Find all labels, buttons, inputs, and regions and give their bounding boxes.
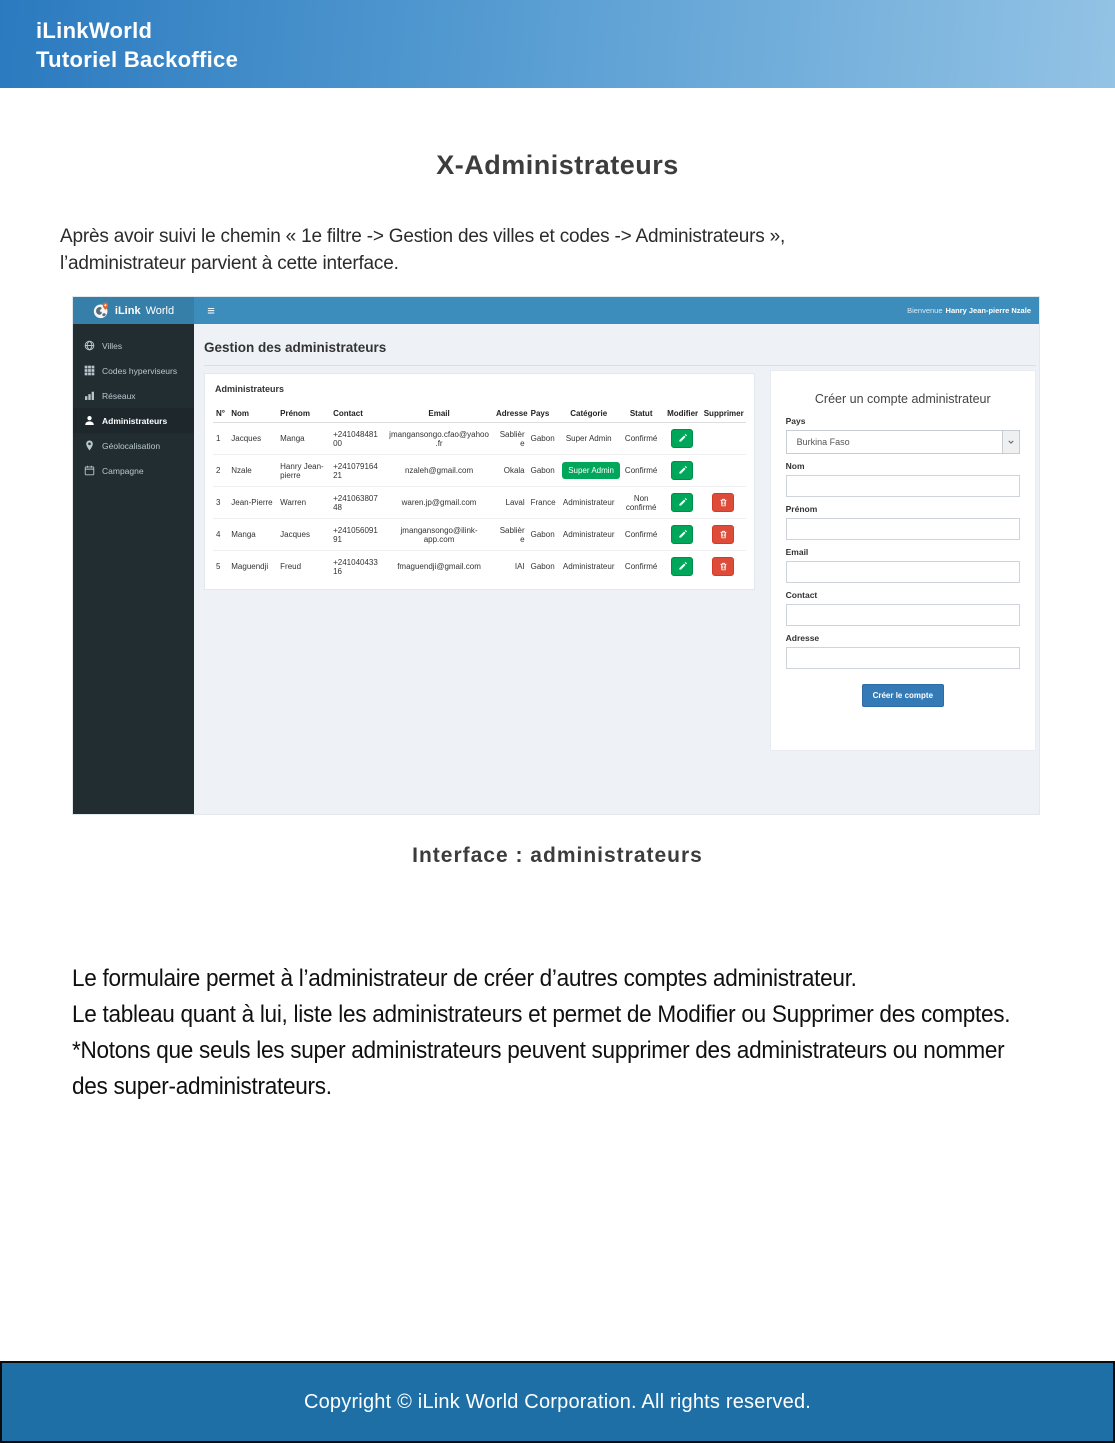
sidebar-item-label: Villes <box>102 340 123 351</box>
body-line-1: Le formulaire permet à l’administrateur de créer d’autres comptes administrateur. <box>72 965 857 992</box>
cell-categorie: Super Admin <box>559 423 618 455</box>
sidebar-item-codes-hyperviseurs[interactable] <box>73 358 194 383</box>
cell-nom: Manga <box>228 519 277 551</box>
cell-contact: +24105609191 <box>330 519 385 551</box>
cell-prenom: Jacques <box>277 519 330 551</box>
table-row <box>213 551 746 583</box>
sidebar-item-administrateurs[interactable] <box>73 408 194 433</box>
sidebar-item-campagne[interactable] <box>73 458 194 483</box>
cell-contact: +24104043316 <box>330 551 385 583</box>
page-title: X-Administrateurs <box>436 150 679 180</box>
app-topbar <box>73 297 1039 324</box>
chevron-down-icon <box>1002 431 1019 453</box>
prenom-label: Prénom <box>785 504 818 514</box>
cell-prenom: Freud <box>277 551 330 583</box>
app-screenshot <box>72 296 1040 815</box>
cell-statut: Confirmé <box>618 423 664 455</box>
cell-statut: Non confirmé <box>618 487 664 519</box>
adresse-label: Adresse <box>785 633 820 643</box>
edit-button[interactable] <box>671 429 693 448</box>
intro-line-2: l’administrateur parvient à cette interface. <box>60 253 399 274</box>
cell-supprimer <box>701 423 746 455</box>
welcome-message <box>907 297 1039 324</box>
contact-input[interactable] <box>786 604 1020 626</box>
cell-adresse: Sablière <box>493 519 528 551</box>
nom-label: Nom <box>785 461 805 471</box>
pencil-icon <box>678 434 687 443</box>
panel-title: Administrateurs <box>215 384 285 394</box>
calendar-icon <box>84 465 95 476</box>
banner-product-name: iLinkWorld <box>36 18 153 43</box>
cell-nom: Jacques <box>228 423 277 455</box>
sidebar-item-label: Campagne <box>102 465 144 476</box>
pencil-icon <box>678 530 687 539</box>
cell-pays: Gabon <box>528 423 560 455</box>
administrators-panel <box>204 373 755 590</box>
cell-adresse: Sablière <box>493 423 528 455</box>
pays-selected-value: Burkina Faso <box>796 437 850 447</box>
cell-adresse: IAI <box>493 551 528 583</box>
sidebar-item-label: Codes hyperviseurs <box>102 365 178 376</box>
sidebar-item-réseaux[interactable] <box>73 383 194 408</box>
column-header: Statut <box>618 405 664 423</box>
table-row <box>213 487 746 519</box>
cell-contact: +24107916421 <box>330 455 385 487</box>
cell-prenom: Manga <box>277 423 330 455</box>
cell-email: jmangansongo.cfao@yahoo.fr <box>385 423 493 455</box>
app-content <box>194 324 1039 814</box>
globe-icon <box>84 340 95 351</box>
globe-pin-icon <box>93 302 110 319</box>
cell-supprimer <box>701 551 746 583</box>
edit-button[interactable] <box>671 557 693 576</box>
cell-prenom: Warren <box>277 487 330 519</box>
column-header: Prénom <box>277 405 330 423</box>
sidebar-item-villes[interactable] <box>73 333 194 358</box>
brand-name-bold: iLink <box>114 304 141 317</box>
column-header: Nom <box>228 405 277 423</box>
document-footer: Copyright © iLink World Corporation. All rights reserved. <box>0 1361 1115 1443</box>
pin-icon <box>84 440 95 451</box>
sidebar-item-label: Administrateurs <box>102 415 168 426</box>
delete-button[interactable] <box>712 557 734 576</box>
cell-statut: Confirmé <box>618 519 664 551</box>
form-title: Créer un compte administrateur <box>814 392 991 406</box>
cell-n: 4 <box>213 519 228 551</box>
cell-categorie: Administrateur <box>559 551 618 583</box>
cell-pays: France <box>528 487 560 519</box>
user-icon <box>84 415 95 426</box>
create-admin-panel <box>770 370 1036 751</box>
column-header: Email <box>385 405 493 423</box>
delete-button[interactable] <box>712 493 734 512</box>
cell-supprimer <box>701 455 746 487</box>
table-row <box>213 423 746 455</box>
column-header: Pays <box>528 405 560 423</box>
cell-prenom: Hanry Jean-pierre <box>277 455 330 487</box>
body-line-4: des super-administrateurs. <box>72 1073 332 1100</box>
cell-n: 3 <box>213 487 228 519</box>
welcome-prefix: Bienvenue <box>907 306 943 315</box>
cell-n: 1 <box>213 423 228 455</box>
cell-statut: Confirmé <box>618 455 664 487</box>
delete-button[interactable] <box>712 525 734 544</box>
pencil-icon <box>678 498 687 507</box>
column-header: N° <box>213 405 228 423</box>
cell-supprimer <box>701 487 746 519</box>
email-input[interactable] <box>786 561 1020 583</box>
trash-icon <box>719 498 728 507</box>
cell-email: jmangansongo@ilink-app.com <box>385 519 493 551</box>
cell-n: 5 <box>213 551 228 583</box>
screenshot-caption: Interface : administrateurs <box>412 844 703 867</box>
trash-icon <box>719 562 728 571</box>
column-header: Supprimer <box>701 405 746 423</box>
app-sidebar <box>73 324 194 814</box>
email-label: Email <box>785 547 809 557</box>
edit-button[interactable] <box>671 493 693 512</box>
sidebar-item-label: Géolocalisation <box>102 440 161 451</box>
welcome-user-name: Hanry Jean-pierre Nzale <box>945 306 1031 315</box>
cell-modifier <box>664 487 701 519</box>
sidebar-item-géolocalisation[interactable] <box>73 433 194 458</box>
pencil-icon <box>678 466 687 475</box>
cell-n: 2 <box>213 455 228 487</box>
edit-button[interactable] <box>671 525 693 544</box>
cell-categorie <box>559 455 618 487</box>
cell-pays: Gabon <box>528 551 560 583</box>
intro-line-1: Après avoir suivi le chemin « 1e filtre -> Gestion des villes et codes -> Administrateurs », <box>60 226 786 247</box>
pencil-icon <box>678 562 687 571</box>
table-row <box>213 519 746 551</box>
trash-icon <box>719 530 728 539</box>
edit-button[interactable] <box>671 461 693 480</box>
body-line-2: Le tableau quant à lui, liste les administrateurs et permet de Modifier ou Supprimer des comptes. <box>72 1001 1011 1028</box>
cell-pays: Gabon <box>528 455 560 487</box>
cell-modifier <box>664 519 701 551</box>
administrators-table <box>213 405 746 582</box>
cell-categorie: Administrateur <box>559 487 618 519</box>
intro-paragraph <box>60 223 1115 277</box>
adresse-input[interactable] <box>786 647 1020 669</box>
cell-email: waren.jp@gmail.com <box>385 487 493 519</box>
chart-icon <box>84 390 95 401</box>
cell-contact: +24106380748 <box>330 487 385 519</box>
cell-nom: Maguendji <box>228 551 277 583</box>
prenom-input[interactable] <box>786 518 1020 540</box>
document-banner <box>0 0 1115 88</box>
column-header: Modifier <box>664 405 701 423</box>
create-account-button[interactable]: Créer le compte <box>862 684 944 707</box>
cell-modifier <box>664 455 701 487</box>
table-row <box>213 455 746 487</box>
cell-adresse: Okala <box>493 455 528 487</box>
cell-modifier <box>664 551 701 583</box>
content-heading: Gestion des administrateurs <box>204 333 1036 366</box>
column-header: Adresse <box>493 405 528 423</box>
banner-subtitle: Tutoriel Backoffice <box>36 47 239 72</box>
grid-icon <box>84 365 95 376</box>
cell-email: fmaguendji@gmail.com <box>385 551 493 583</box>
app-brand[interactable] <box>73 297 194 324</box>
cell-adresse: Laval <box>493 487 528 519</box>
body-line-3: *Notons que seuls les super administrateurs peuvent supprimer des administrateurs ou nommer <box>72 1037 1005 1064</box>
brand-name-regular: World <box>145 304 175 317</box>
sidebar-item-label: Réseaux <box>102 390 136 401</box>
cell-nom: Nzale <box>228 455 277 487</box>
cell-statut: Confirmé <box>618 551 664 583</box>
column-header: Catégorie <box>559 405 618 423</box>
column-header: Contact <box>330 405 385 423</box>
cell-supprimer <box>701 519 746 551</box>
super-admin-badge[interactable]: Super Admin <box>562 462 620 479</box>
cell-categorie: Administrateur <box>559 519 618 551</box>
cell-contact: +24104848100 <box>330 423 385 455</box>
cell-nom: Jean-Pierre <box>228 487 277 519</box>
pays-select[interactable] <box>786 430 1020 454</box>
cell-email: nzaleh@gmail.com <box>385 455 493 487</box>
cell-pays: Gabon <box>528 519 560 551</box>
hamburger-menu-icon[interactable]: ≡ <box>207 303 215 318</box>
cell-modifier <box>664 423 701 455</box>
nom-input[interactable] <box>786 475 1020 497</box>
contact-label: Contact <box>785 590 818 600</box>
pays-label: Pays <box>785 416 806 426</box>
body-text <box>72 961 1050 1105</box>
